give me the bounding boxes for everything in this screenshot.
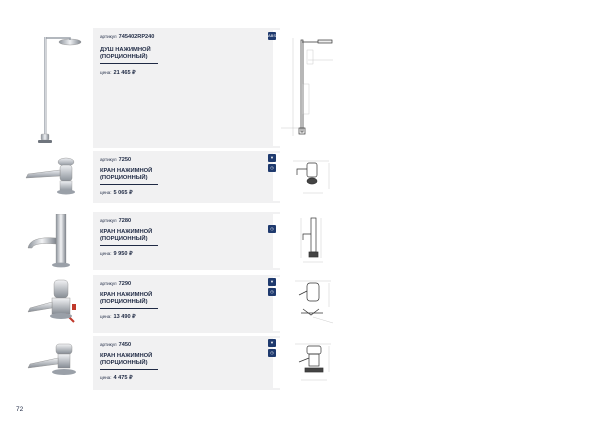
product-photo-7290: [22, 278, 78, 330]
product-name: [100, 47, 158, 64]
sku-row: [100, 218, 178, 224]
price-label: цена:: [100, 250, 112, 256]
product-info: [100, 34, 178, 76]
price-value: 21 465 ₽: [113, 69, 136, 76]
product-photo-shower: [30, 28, 85, 150]
product-name-line1: ДУШ НАЖИМНОЙ: [100, 47, 151, 53]
product-name: [100, 353, 158, 370]
technical-drawing: [273, 338, 357, 388]
product-info: [100, 342, 178, 381]
product-name-line1: КРАН НАЖИМНОЙ: [100, 168, 153, 174]
sku-value: 7280: [118, 218, 132, 224]
product-name: [100, 292, 158, 309]
price-label: цена:: [100, 189, 112, 195]
product-name-line2: (ПОРЦИОННЫЙ): [100, 175, 148, 182]
water-saving-icon: ▼: [268, 278, 276, 286]
technical-drawing: [273, 214, 357, 268]
sku-label: артикул: [100, 157, 117, 162]
price-value: 4 475 ₽: [113, 374, 133, 381]
water-saving-icon: ▼: [268, 339, 276, 347]
technical-drawing: [273, 30, 357, 146]
abs-badge: ABS: [268, 33, 277, 38]
sku-label: артикул: [100, 34, 117, 39]
product-photo-7450: [22, 342, 80, 386]
product-name-line2: (ПОРЦИОННЫЙ): [100, 54, 148, 61]
product-name-line2: (ПОРЦИОННЫЙ): [100, 299, 148, 306]
product-card-7290: [93, 275, 280, 333]
product-name: [100, 168, 158, 185]
timer-icon: ◷: [268, 349, 276, 357]
product-photo-7250: [22, 156, 78, 198]
technical-drawing: [273, 153, 357, 201]
price-value: 13 490 ₽: [113, 313, 136, 320]
product-name-line1: КРАН НАЖИМНОЙ: [100, 353, 153, 359]
sku-label: артикул: [100, 342, 117, 347]
price-row: [100, 375, 178, 381]
sku-value: 745402RP240: [118, 34, 155, 40]
product-card-745402RP240: [93, 28, 280, 148]
product-photo-7280: [22, 214, 74, 270]
price-row: [100, 70, 178, 76]
sku-row: [100, 281, 178, 287]
product-card-7450: [93, 336, 280, 390]
sku-row: [100, 34, 178, 40]
price-row: [100, 251, 178, 257]
sku-row: [100, 157, 178, 163]
price-value: 9 950 ₽: [113, 250, 133, 257]
price-row: [100, 314, 178, 320]
product-card-7280: [93, 212, 280, 270]
sku-value: 7450: [118, 342, 132, 348]
product-name-line1: КРАН НАЖИМНОЙ: [100, 292, 153, 298]
sku-row: [100, 342, 178, 348]
water-saving-icon: ▼: [268, 154, 276, 162]
timer-icon: ◷: [268, 225, 276, 233]
sku-label: артикул: [100, 218, 117, 223]
price-label: цена:: [100, 69, 112, 75]
product-name-line2: (ПОРЦИОННЫЙ): [100, 360, 148, 367]
page-number: 72: [16, 406, 24, 413]
timer-icon: ◷: [268, 164, 276, 172]
product-name-line2: (ПОРЦИОННЫЙ): [100, 236, 148, 243]
product-info: [100, 218, 178, 257]
product-card-7250: [93, 151, 280, 203]
technical-drawing: [273, 277, 357, 331]
product-name-line1: КРАН НАЖИМНОЙ: [100, 229, 153, 235]
price-value: 5 065 ₽: [113, 189, 133, 196]
product-info: [100, 281, 178, 320]
sku-label: артикул: [100, 281, 117, 286]
price-label: цена:: [100, 374, 112, 380]
price-label: цена:: [100, 313, 112, 319]
product-info: [100, 157, 178, 196]
product-name: [100, 229, 158, 246]
timer-icon: ◷: [268, 288, 276, 296]
sku-value: 7290: [118, 281, 132, 287]
price-row: [100, 190, 178, 196]
sku-value: 7250: [118, 157, 132, 163]
